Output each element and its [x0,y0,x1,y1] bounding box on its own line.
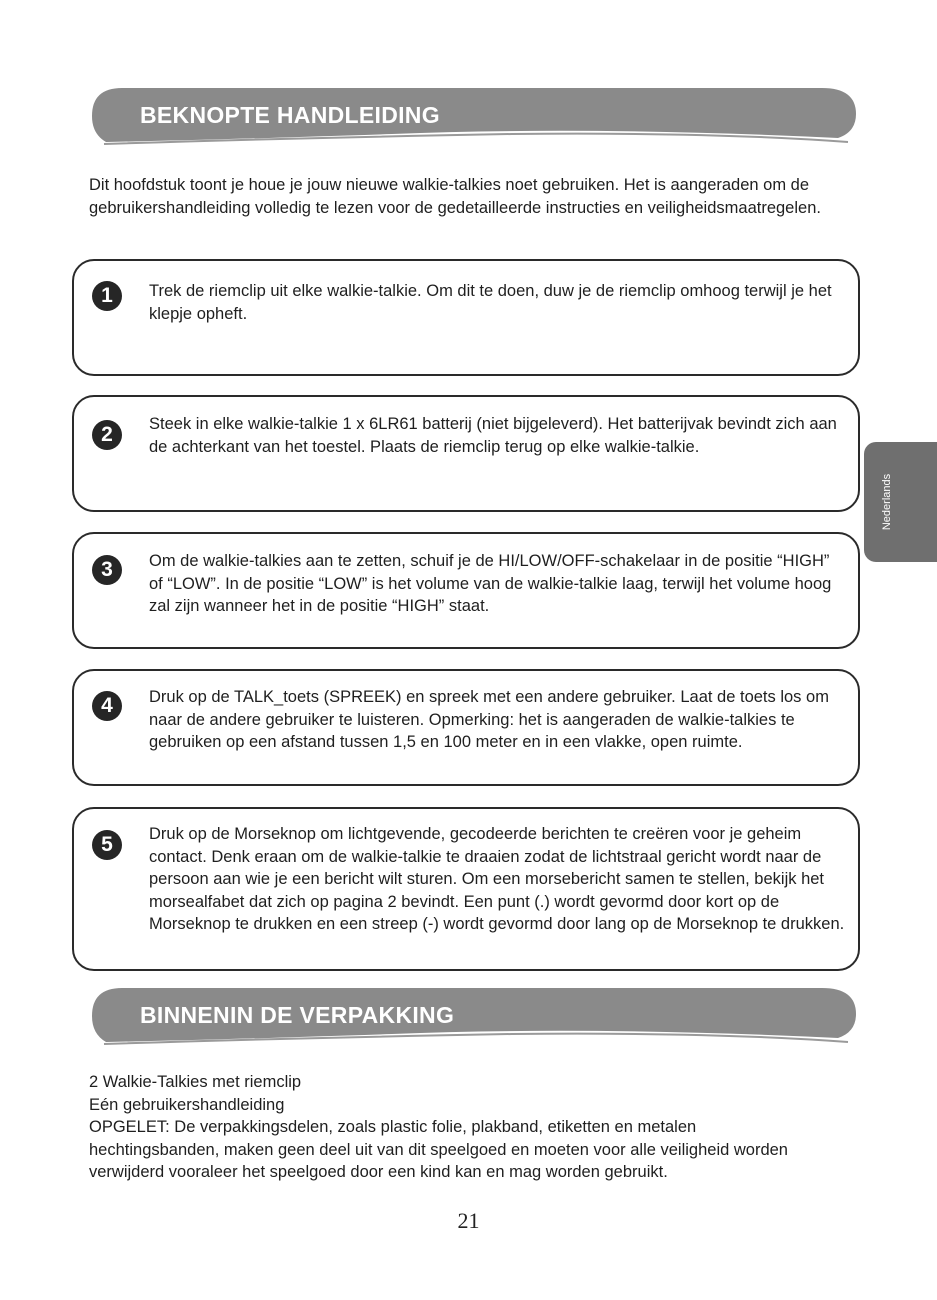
step-text: Steek in elke walkie-talkie 1 x 6LR61 batterij (niet bijgeleverd). Het batterijvak bevindt zich aan de achterkant van het toestel. Plaats de riemclip terug op elke walkie-talkie. [149,415,837,456]
step-box-4 [72,669,860,786]
page-number: 21 [457,1208,480,1233]
step-box-1 [72,259,860,376]
step-box-2 [72,395,860,512]
step-number-badge: 4 [92,691,122,721]
step-text: Om de walkie-talkies aan te zetten, schuif je de HI/LOW/OFF-schakelaar in de positie “HIGH” of “LOW”. In de positie “LOW” is het volume van de walkie-talkie laag, terwijl het volume hoog zal zijn wanneer het in de positie “HIGH” staat. [149,552,832,615]
step-text: Trek de riemclip uit elke walkie-talkie. Om dit te doen, duw je de riemclip omhoog terwijl je het klepje opheft. [149,282,832,323]
section-title: BEKNOPTE HANDLEIDING [140,102,440,128]
step-number-badge: 3 [92,555,122,585]
section-banner-package [92,988,856,1054]
section-title: BINNENIN DE VERPAKKING [140,1002,455,1028]
contents-line: 2 Walkie-Talkies met riemclip [89,1073,302,1091]
step-box-5 [72,807,860,971]
step-number-badge: 2 [92,420,122,450]
package-contents [89,1071,829,1184]
step-box-3 [72,532,860,649]
contents-line: Eén gebruikershandleiding [89,1095,285,1114]
intro-paragraph: Dit hoofdstuk toont je houe je jouw nieuwe walkie-talkies noet gebruiken. Het is aangeraden om de gebruikershandleiding volledig te lezen voor de gedetailleerde instructies en veiligheidsmaatregelen. [89,176,821,217]
section-banner-quick-guide [92,88,856,154]
step-text: Druk op de TALK_toets (SPREEK) en spreek met een andere gebruiker. Laat de toets los om naar de andere gebruiker te luisteren. Opmerking: het is aangeraden de walkie-talkies te gebruiken op een afstand tussen 1,5 en 100 meter en in een vlakke, open ruimte. [149,688,829,751]
step-number-badge: 1 [92,281,122,311]
language-label: Nederlands [881,473,893,531]
language-side-tab [864,442,937,562]
step-text: Druk op de Morseknop om lichtgevende, gecodeerde berichten te creëren voor je geheim contact. Denk eraan om de walkie-talkie te draaien zodat de lichtstraal gericht wordt naar de persoon aan wie je een bericht wilt sturen. Om een morsebericht samen te stellen, bekijk het morsealfabet dat zich op pagina 2 bevindt. Een punt (.) wordt gevormd door kort op de Morseknop te drukken en een streep (-) wordt gevormd door lang op de Morseknop te drukken. [149,825,845,933]
contents-warning: OPGELET: De verpakkingsdelen, zoals plastic folie, plakband, etiketten en metalen hechtingsbanden, maken geen deel uit van dit speelgoed en moeten voor alle veiligheid worden verwijderd vooraleer het speelgoed door een kind kan en mag worden gebruikt. [89,1118,788,1181]
step-number-badge: 5 [92,830,122,860]
